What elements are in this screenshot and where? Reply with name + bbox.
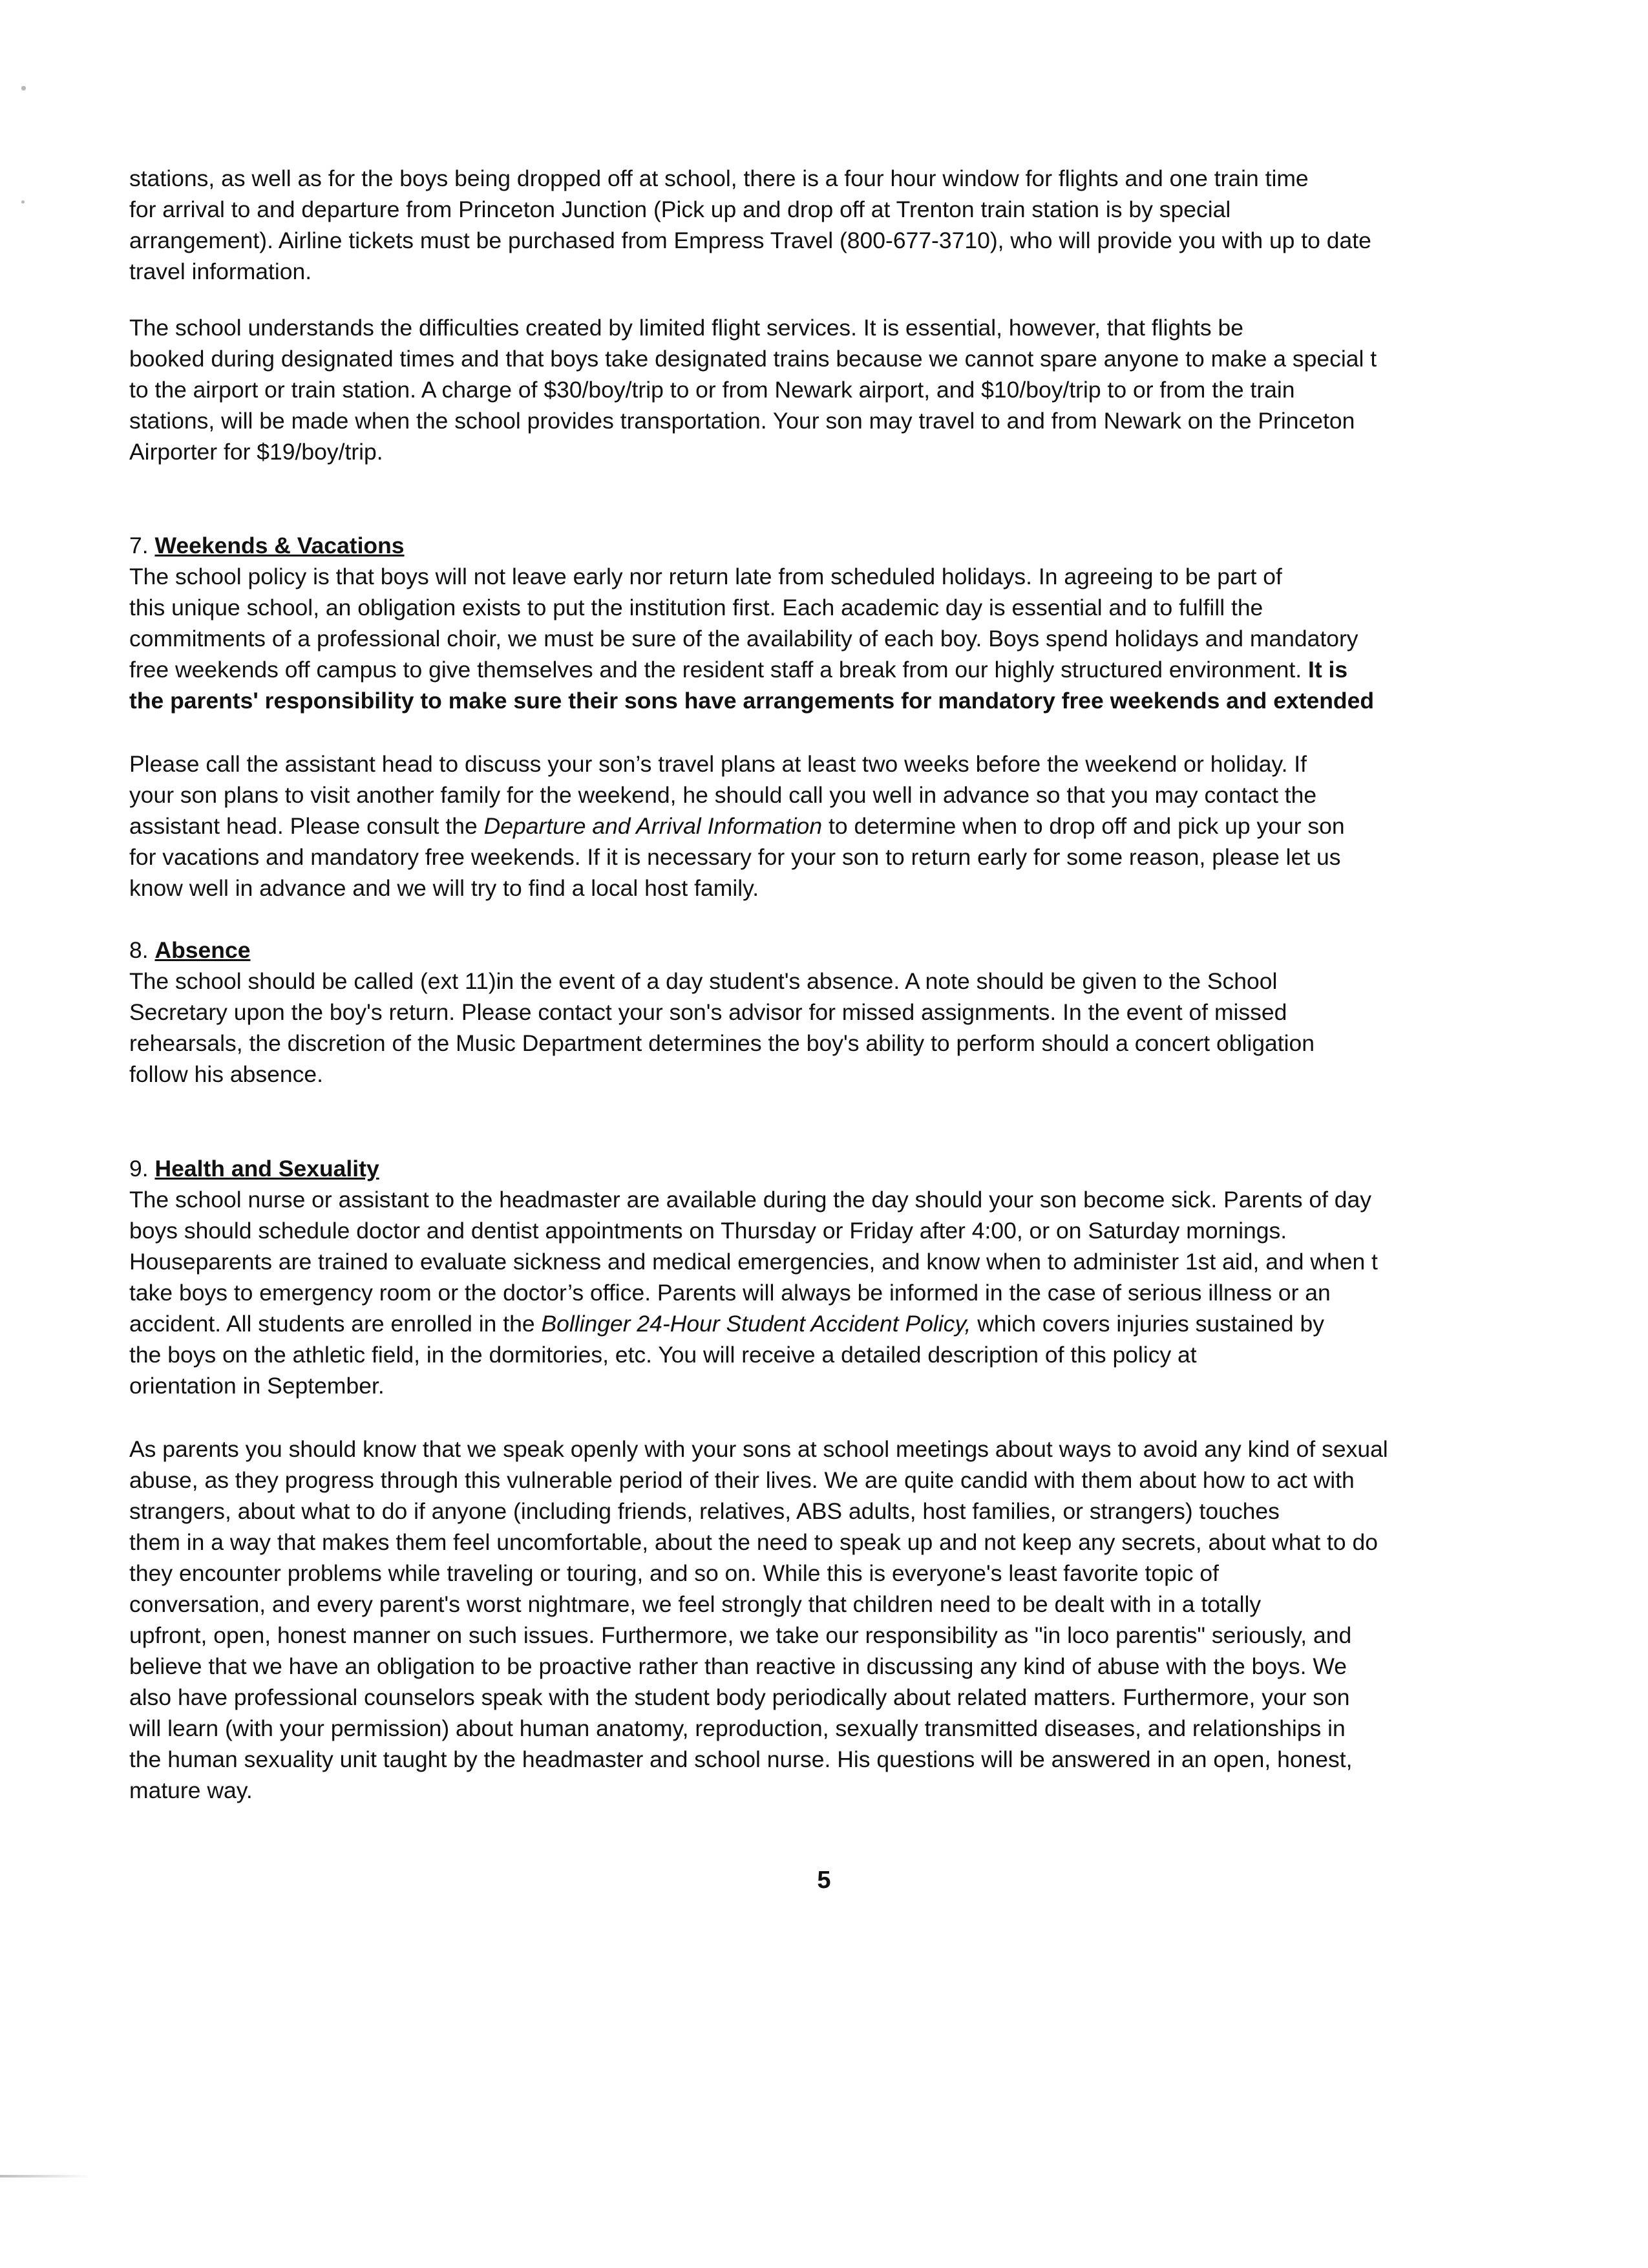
text-line: stations, will be made when the school provides transportation. Your son may travel to and from Newark on the Princeton	[129, 408, 1355, 434]
section-heading	[129, 530, 1590, 561]
text-line	[129, 811, 1590, 842]
section-weekends-vacations	[129, 530, 1590, 716]
text-segment: which covers injuries sustained by	[971, 1311, 1324, 1337]
text-line: this unique school, an obligation exists to put the institution first. Each academic day is essential and to fulfill the	[129, 595, 1263, 620]
text-line: The school should be called (ext 11)in the event of a day student's absence. A note should be given to the School	[129, 968, 1278, 994]
text-line: Please call the assistant head to discuss your son’s travel plans at least two weeks before the weekend or holiday. If	[129, 751, 1307, 777]
section-title: Absence	[154, 937, 251, 963]
text-line: booked during designated times and that boys take designated trains because we cannot spare anyone to make a special t	[129, 346, 1377, 372]
text-line: The school nurse or assistant to the headmaster are available during the day should your son become sick. Parents of day	[129, 1187, 1372, 1213]
text-line: the boys on the athletic field, in the dormitories, etc. You will receive a detailed description of this policy at	[129, 1342, 1197, 1368]
text-line	[129, 1308, 1590, 1339]
section-title: Weekends & Vacations	[154, 533, 405, 558]
text-line: The school understands the difficulties created by limited flight services. It is essential, however, that flights be	[129, 315, 1243, 341]
text-segment: to determine when to drop off and pick up your son	[822, 813, 1345, 839]
text-line: conversation, and every parent's worst nightmare, we feel strongly that children need to be dealt with in a totally	[129, 1591, 1262, 1617]
text-line: them in a way that makes them feel uncomfortable, about the need to speak up and not keep any secrets, about what to do	[129, 1529, 1379, 1555]
scan-speck	[21, 86, 26, 90]
text-line: boys should schedule doctor and dentist appointments on Thursday or Friday after 4:00, or on Saturday mornings.	[129, 1218, 1287, 1244]
text-segment: assistant head. Please consult the	[129, 813, 484, 839]
text-line: also have professional counselors speak with the student body periodically about related matters. Furthermore, your son	[129, 1684, 1350, 1710]
italic-text: Departure and Arrival Information	[483, 813, 823, 839]
section-health-sexuality	[129, 1153, 1590, 1401]
text-segment: accident. All students are enrolled in the	[129, 1311, 542, 1337]
paragraph-travel-windows	[129, 163, 1590, 287]
section-heading	[129, 1153, 1590, 1184]
text-line: will learn (with your permission) about human anatomy, reproduction, sexually transmitted diseases, and relationships in	[129, 1715, 1346, 1741]
text-line: the human sexuality unit taught by the headmaster and school nurse. His questions will be answered in an open, honest,	[129, 1746, 1353, 1772]
text-line: Secretary upon the boy's return. Please contact your son's advisor for missed assignments. In the event of missed	[129, 999, 1287, 1025]
text-line: abuse, as they progress through this vulnerable period of their lives. We are quite candid with them about how to act with	[129, 1467, 1355, 1493]
text-line: commitments of a professional choir, we must be sure of the availability of each boy. Boys spend holidays and mandatory	[129, 626, 1358, 652]
text-line: orientation in September.	[129, 1373, 385, 1399]
text-line: Houseparents are trained to evaluate sickness and medical emergencies, and know when to administer 1st aid, and when t	[129, 1249, 1378, 1275]
text-line: they encounter problems while traveling or touring, and so on. While this is everyone's least favorite topic of	[129, 1560, 1220, 1586]
text-line: know well in advance and we will try to find a local host family.	[129, 875, 759, 901]
paragraph-travel-plans	[129, 748, 1590, 904]
page-number: 5	[817, 1867, 831, 1894]
text-line: to the airport or train station. A charge of $30/boy/trip to or from Newark airport, and $10/boy/trip to or from the train	[129, 377, 1295, 403]
text-line: rehearsals, the discretion of the Music Department determines the boy's ability to perform should a concert obligation	[129, 1030, 1315, 1056]
text-line: arrangement). Airline tickets must be purchased from Empress Travel (800-677-3710), who will provide you with up to date	[129, 228, 1371, 253]
scan-speck	[21, 200, 25, 204]
section-absence	[129, 935, 1590, 1090]
text-segment: free weekends off campus to give themselves and the resident staff a break from our highly structured environment.	[129, 657, 1308, 683]
italic-text: Bollinger 24-Hour Student Accident Policy,	[541, 1311, 971, 1337]
text-line: upfront, open, honest manner on such issues. Furthermore, we take our responsibility as "in loco parentis" seriously, and	[129, 1622, 1352, 1648]
text-line	[129, 654, 1590, 685]
paragraph-abuse-prevention	[129, 1434, 1590, 1806]
text-line: As parents you should know that we speak openly with your sons at school meetings about ways to avoid any kind of sexual	[129, 1436, 1388, 1462]
text-line: for vacations and mandatory free weekends. If it is necessary for your son to return early for some reason, please let us	[129, 844, 1341, 870]
text-line: for arrival to and departure from Princeton Junction (Pick up and drop off at Trenton train station is by special	[129, 196, 1231, 222]
paragraph-flight-services	[129, 312, 1590, 467]
bold-text-line: the parents' responsibility to make sure their sons have arrangements for mandatory free weekends and extended	[129, 688, 1375, 714]
section-heading	[129, 935, 1590, 966]
text-line: follow his absence.	[129, 1061, 323, 1087]
section-title: Health and Sexuality	[154, 1156, 379, 1182]
text-line: mature way.	[129, 1777, 253, 1803]
section-number: 7.	[129, 533, 149, 558]
text-line: take boys to emergency room or the doctor’s office. Parents will always be informed in the case of serious illness or an	[129, 1280, 1331, 1306]
text-line: The school policy is that boys will not leave early nor return late from scheduled holidays. In agreeing to be part of	[129, 564, 1282, 589]
text-line: believe that we have an obligation to be proactive rather than reactive in discussing any kind of abuse with the boys. We	[129, 1653, 1347, 1679]
section-number: 9.	[129, 1156, 149, 1182]
text-line: Airporter for $19/boy/trip.	[129, 439, 383, 465]
scan-edge-mark	[0, 2175, 90, 2178]
text-line: stations, as well as for the boys being dropped off at school, there is a four hour window for flights and one train time	[129, 165, 1309, 191]
text-line: your son plans to visit another family for the weekend, he should call you well in advance so that you may contact the	[129, 782, 1317, 808]
text-line: travel information.	[129, 259, 312, 284]
bold-text: It is	[1307, 657, 1348, 683]
section-number: 8.	[129, 937, 149, 963]
text-line: strangers, about what to do if anyone (including friends, relatives, ABS adults, host families, or strangers) touches	[129, 1498, 1280, 1524]
